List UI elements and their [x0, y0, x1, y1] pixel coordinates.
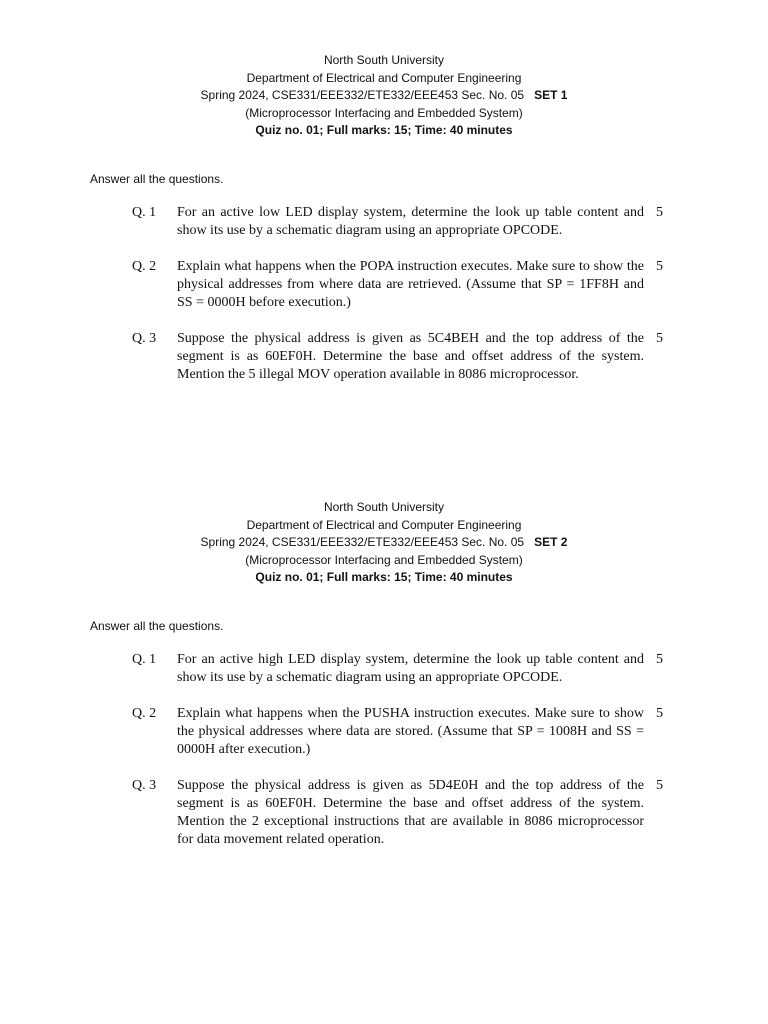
course-code-line: Spring 2024, CSE331/EEE332/ETE332/EEE453 Sec. No. 05	[200, 88, 525, 103]
question-number: Q. 1	[132, 652, 157, 667]
question-marks: 5	[656, 259, 663, 274]
question-item	[0, 330, 768, 384]
instruction-text: Answer all the questions.	[90, 619, 224, 633]
question-text: Explain what happens when the PUSHA instruction executes. Make sure to show the physical addresses where data are stored. (Assume that SP = 1008H and SS = 0000H after execution.)	[177, 706, 644, 757]
university-name: North South University	[323, 500, 445, 514]
quiz-info: Quiz no. 01; Full marks: 15; Time: 40 minutes	[255, 123, 513, 138]
question-item	[0, 204, 768, 240]
question-text: For an active low LED display system, determine the look up table content and show its use by a schematic diagram using an appropriate OPCODE.	[177, 205, 644, 238]
quiz-header	[0, 499, 768, 587]
question-number: Q. 1	[132, 205, 157, 220]
quiz-set-2	[0, 499, 768, 847]
quiz-set-1	[0, 52, 768, 382]
question-marks: 5	[656, 652, 663, 667]
course-line	[0, 534, 768, 552]
question-text: Suppose the physical address is given as 5C4BEH and the top address of the segment is as 60EF0H. Determine the base and offset address of the system. Mention the 5 illegal MOV operation available in 8086 microprocessor.	[177, 331, 644, 382]
question-list	[0, 651, 768, 867]
department-name: Department of Electrical and Computer Engineering	[246, 70, 522, 85]
set-label: SET 1	[534, 88, 568, 103]
question-marks: 5	[656, 331, 663, 346]
question-text: For an active high LED display system, determine the look up table content and show its use by a schematic diagram using an appropriate OPCODE.	[177, 652, 644, 685]
question-item	[0, 705, 768, 759]
quiz-info: Quiz no. 01; Full marks: 15; Time: 40 minutes	[255, 570, 513, 585]
course-code-line: Spring 2024, CSE331/EEE332/ETE332/EEE453 Sec. No. 05	[200, 535, 525, 550]
question-item	[0, 258, 768, 312]
question-marks: 5	[656, 706, 663, 721]
question-number: Q. 2	[132, 259, 157, 274]
question-item	[0, 777, 768, 849]
quiz-header	[0, 52, 768, 140]
course-title: (Microprocessor Interfacing and Embedded System)	[245, 105, 523, 120]
instruction-text: Answer all the questions.	[90, 172, 224, 186]
university-name: North South University	[323, 53, 445, 67]
question-number: Q. 3	[132, 331, 157, 346]
question-item	[0, 651, 768, 687]
question-text: Explain what happens when the POPA instruction executes. Make sure to show the physical addresses from where data are retrieved. (Assume that SP = 1FF8H and SS = 0000H before execution.)	[177, 259, 644, 310]
department-name: Department of Electrical and Computer Engineering	[246, 517, 522, 532]
set-label: SET 2	[534, 535, 568, 550]
question-list	[0, 204, 768, 402]
question-number: Q. 3	[132, 778, 157, 793]
question-marks: 5	[656, 778, 663, 793]
question-marks: 5	[656, 205, 663, 220]
question-text: Suppose the physical address is given as 5D4E0H and the top address of the segment is as 60EF0H. Determine the base and offset address of the system. Mention the 2 exceptional instructions that are available in 8086 microprocessor for data movement related operation.	[177, 778, 644, 847]
course-title: (Microprocessor Interfacing and Embedded System)	[245, 552, 523, 567]
course-line	[0, 87, 768, 105]
question-number: Q. 2	[132, 706, 157, 721]
